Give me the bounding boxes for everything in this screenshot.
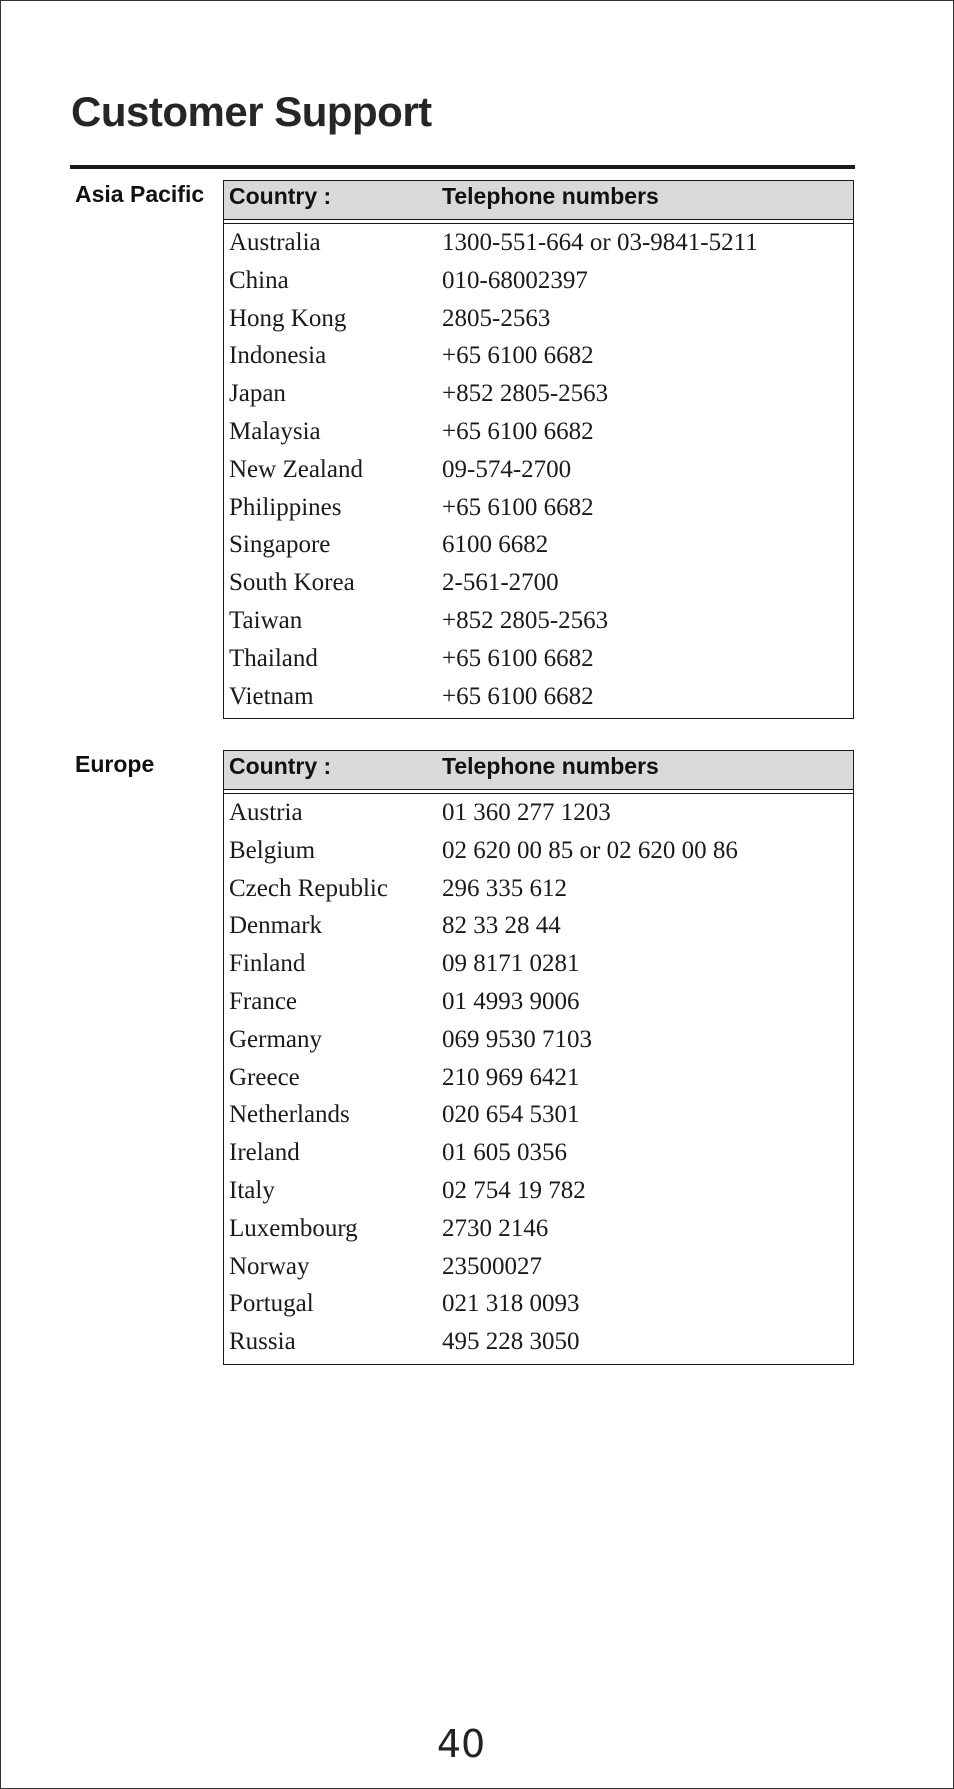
telephone-cell: 1300-551-664 or 03-9841-5211 xyxy=(442,229,758,256)
table-row xyxy=(224,983,853,1021)
country-cell: Italy xyxy=(229,1176,275,1204)
telephone-cell: 6100 6682 xyxy=(442,531,549,559)
telephone-cell: 82 33 28 44 xyxy=(442,912,561,940)
telephone-cell: 020 654 5301 xyxy=(442,1101,580,1129)
table-row xyxy=(224,602,853,640)
table-row xyxy=(224,1285,853,1323)
telephone-cell: 296 335 612 xyxy=(442,874,567,902)
telephone-cell: +65 6100 6682 xyxy=(442,682,594,710)
country-cell: New Zealand xyxy=(229,455,363,483)
table-row xyxy=(224,224,853,262)
asia-pacific-table xyxy=(223,180,854,719)
table-row xyxy=(224,564,853,602)
telephone-cell: 01 360 277 1203 xyxy=(442,799,611,826)
page-number: 40 xyxy=(436,1722,486,1766)
country-cell: Ireland xyxy=(229,1139,300,1167)
country-cell: Malaysia xyxy=(229,417,321,445)
telephone-cell: 23500027 xyxy=(442,1252,542,1280)
telephone-cell: 09-574-2700 xyxy=(442,455,572,483)
telephone-cell: 2805-2563 xyxy=(442,304,551,332)
table-row xyxy=(224,489,853,527)
title-divider xyxy=(70,165,855,169)
table-row xyxy=(224,832,853,870)
telephone-cell: 495 228 3050 xyxy=(442,1328,580,1356)
table-row xyxy=(224,262,853,300)
telephone-cell: +65 6100 6682 xyxy=(442,417,594,445)
country-cell: Vietnam xyxy=(229,682,314,710)
header-telephone: Telephone numbers xyxy=(442,183,659,209)
table-header xyxy=(224,181,853,220)
telephone-cell: 010-68002397 xyxy=(442,266,588,294)
country-cell: Netherlands xyxy=(229,1101,350,1129)
country-cell: Denmark xyxy=(229,912,323,940)
telephone-cell: +65 6100 6682 xyxy=(442,644,594,672)
table-row xyxy=(224,375,853,413)
telephone-cell: 01 4993 9006 xyxy=(442,987,580,1015)
country-cell: Hong Kong xyxy=(229,304,347,332)
asia-pacific-rows xyxy=(224,224,853,718)
country-cell: Russia xyxy=(229,1328,296,1356)
table-row xyxy=(224,945,853,983)
country-cell: South Korea xyxy=(229,569,355,597)
table-row xyxy=(224,794,853,832)
country-cell: Taiwan xyxy=(229,606,303,634)
europe-table xyxy=(223,750,854,1365)
country-cell: Singapore xyxy=(229,531,331,559)
table-row xyxy=(224,1210,853,1248)
telephone-cell: 02 620 00 85 or 02 620 00 86 xyxy=(442,836,738,864)
country-cell: Portugal xyxy=(229,1290,314,1318)
page-title: Customer Support xyxy=(71,88,432,135)
telephone-cell: 2-561-2700 xyxy=(442,569,559,597)
table-row xyxy=(224,451,853,489)
telephone-cell: +852 2805-2563 xyxy=(442,606,609,634)
table-row xyxy=(224,640,853,678)
table-row xyxy=(224,1134,853,1172)
table-row xyxy=(224,678,853,716)
country-cell: Finland xyxy=(229,950,306,978)
telephone-cell: 210 969 6421 xyxy=(442,1063,580,1091)
table-row xyxy=(224,1096,853,1134)
header-country: Country : xyxy=(229,753,332,779)
table-row xyxy=(224,1021,853,1059)
telephone-cell: +65 6100 6682 xyxy=(442,342,594,370)
telephone-cell: 09 8171 0281 xyxy=(442,950,580,978)
region-label-asia-pacific: Asia Pacific xyxy=(75,181,205,207)
country-cell: Austria xyxy=(229,799,303,826)
europe-rows xyxy=(224,794,853,1364)
country-cell: Czech Republic xyxy=(229,874,388,902)
table-row xyxy=(224,526,853,564)
country-cell: Germany xyxy=(229,1025,323,1053)
telephone-cell: 01 605 0356 xyxy=(442,1139,567,1167)
telephone-cell: +65 6100 6682 xyxy=(442,493,594,521)
table-row xyxy=(224,907,853,945)
country-cell: Indonesia xyxy=(229,342,327,370)
table-row xyxy=(224,1248,853,1286)
table-row xyxy=(224,413,853,451)
table-row xyxy=(224,1059,853,1097)
table-row xyxy=(224,337,853,375)
table-row xyxy=(224,300,853,338)
telephone-cell: 021 318 0093 xyxy=(442,1290,580,1318)
country-cell: Australia xyxy=(229,229,321,256)
country-cell: China xyxy=(229,266,289,294)
header-country: Country : xyxy=(229,183,332,209)
country-cell: Japan xyxy=(229,380,286,408)
country-cell: Belgium xyxy=(229,836,316,864)
region-label-europe: Europe xyxy=(75,751,155,777)
table-header xyxy=(224,751,853,790)
telephone-cell: 2730 2146 xyxy=(442,1214,549,1242)
table-row xyxy=(224,1323,853,1361)
table-row xyxy=(224,1172,853,1210)
country-cell: Greece xyxy=(229,1063,300,1091)
header-telephone: Telephone numbers xyxy=(442,753,659,779)
country-cell: Philippines xyxy=(229,493,342,521)
country-cell: Luxembourg xyxy=(229,1214,358,1242)
country-cell: Norway xyxy=(229,1252,310,1280)
telephone-cell: 069 9530 7103 xyxy=(442,1025,592,1053)
telephone-cell: 02 754 19 782 xyxy=(442,1176,586,1204)
country-cell: Thailand xyxy=(229,644,318,672)
telephone-cell: +852 2805-2563 xyxy=(442,380,609,408)
country-cell: France xyxy=(229,987,298,1015)
table-row xyxy=(224,870,853,908)
